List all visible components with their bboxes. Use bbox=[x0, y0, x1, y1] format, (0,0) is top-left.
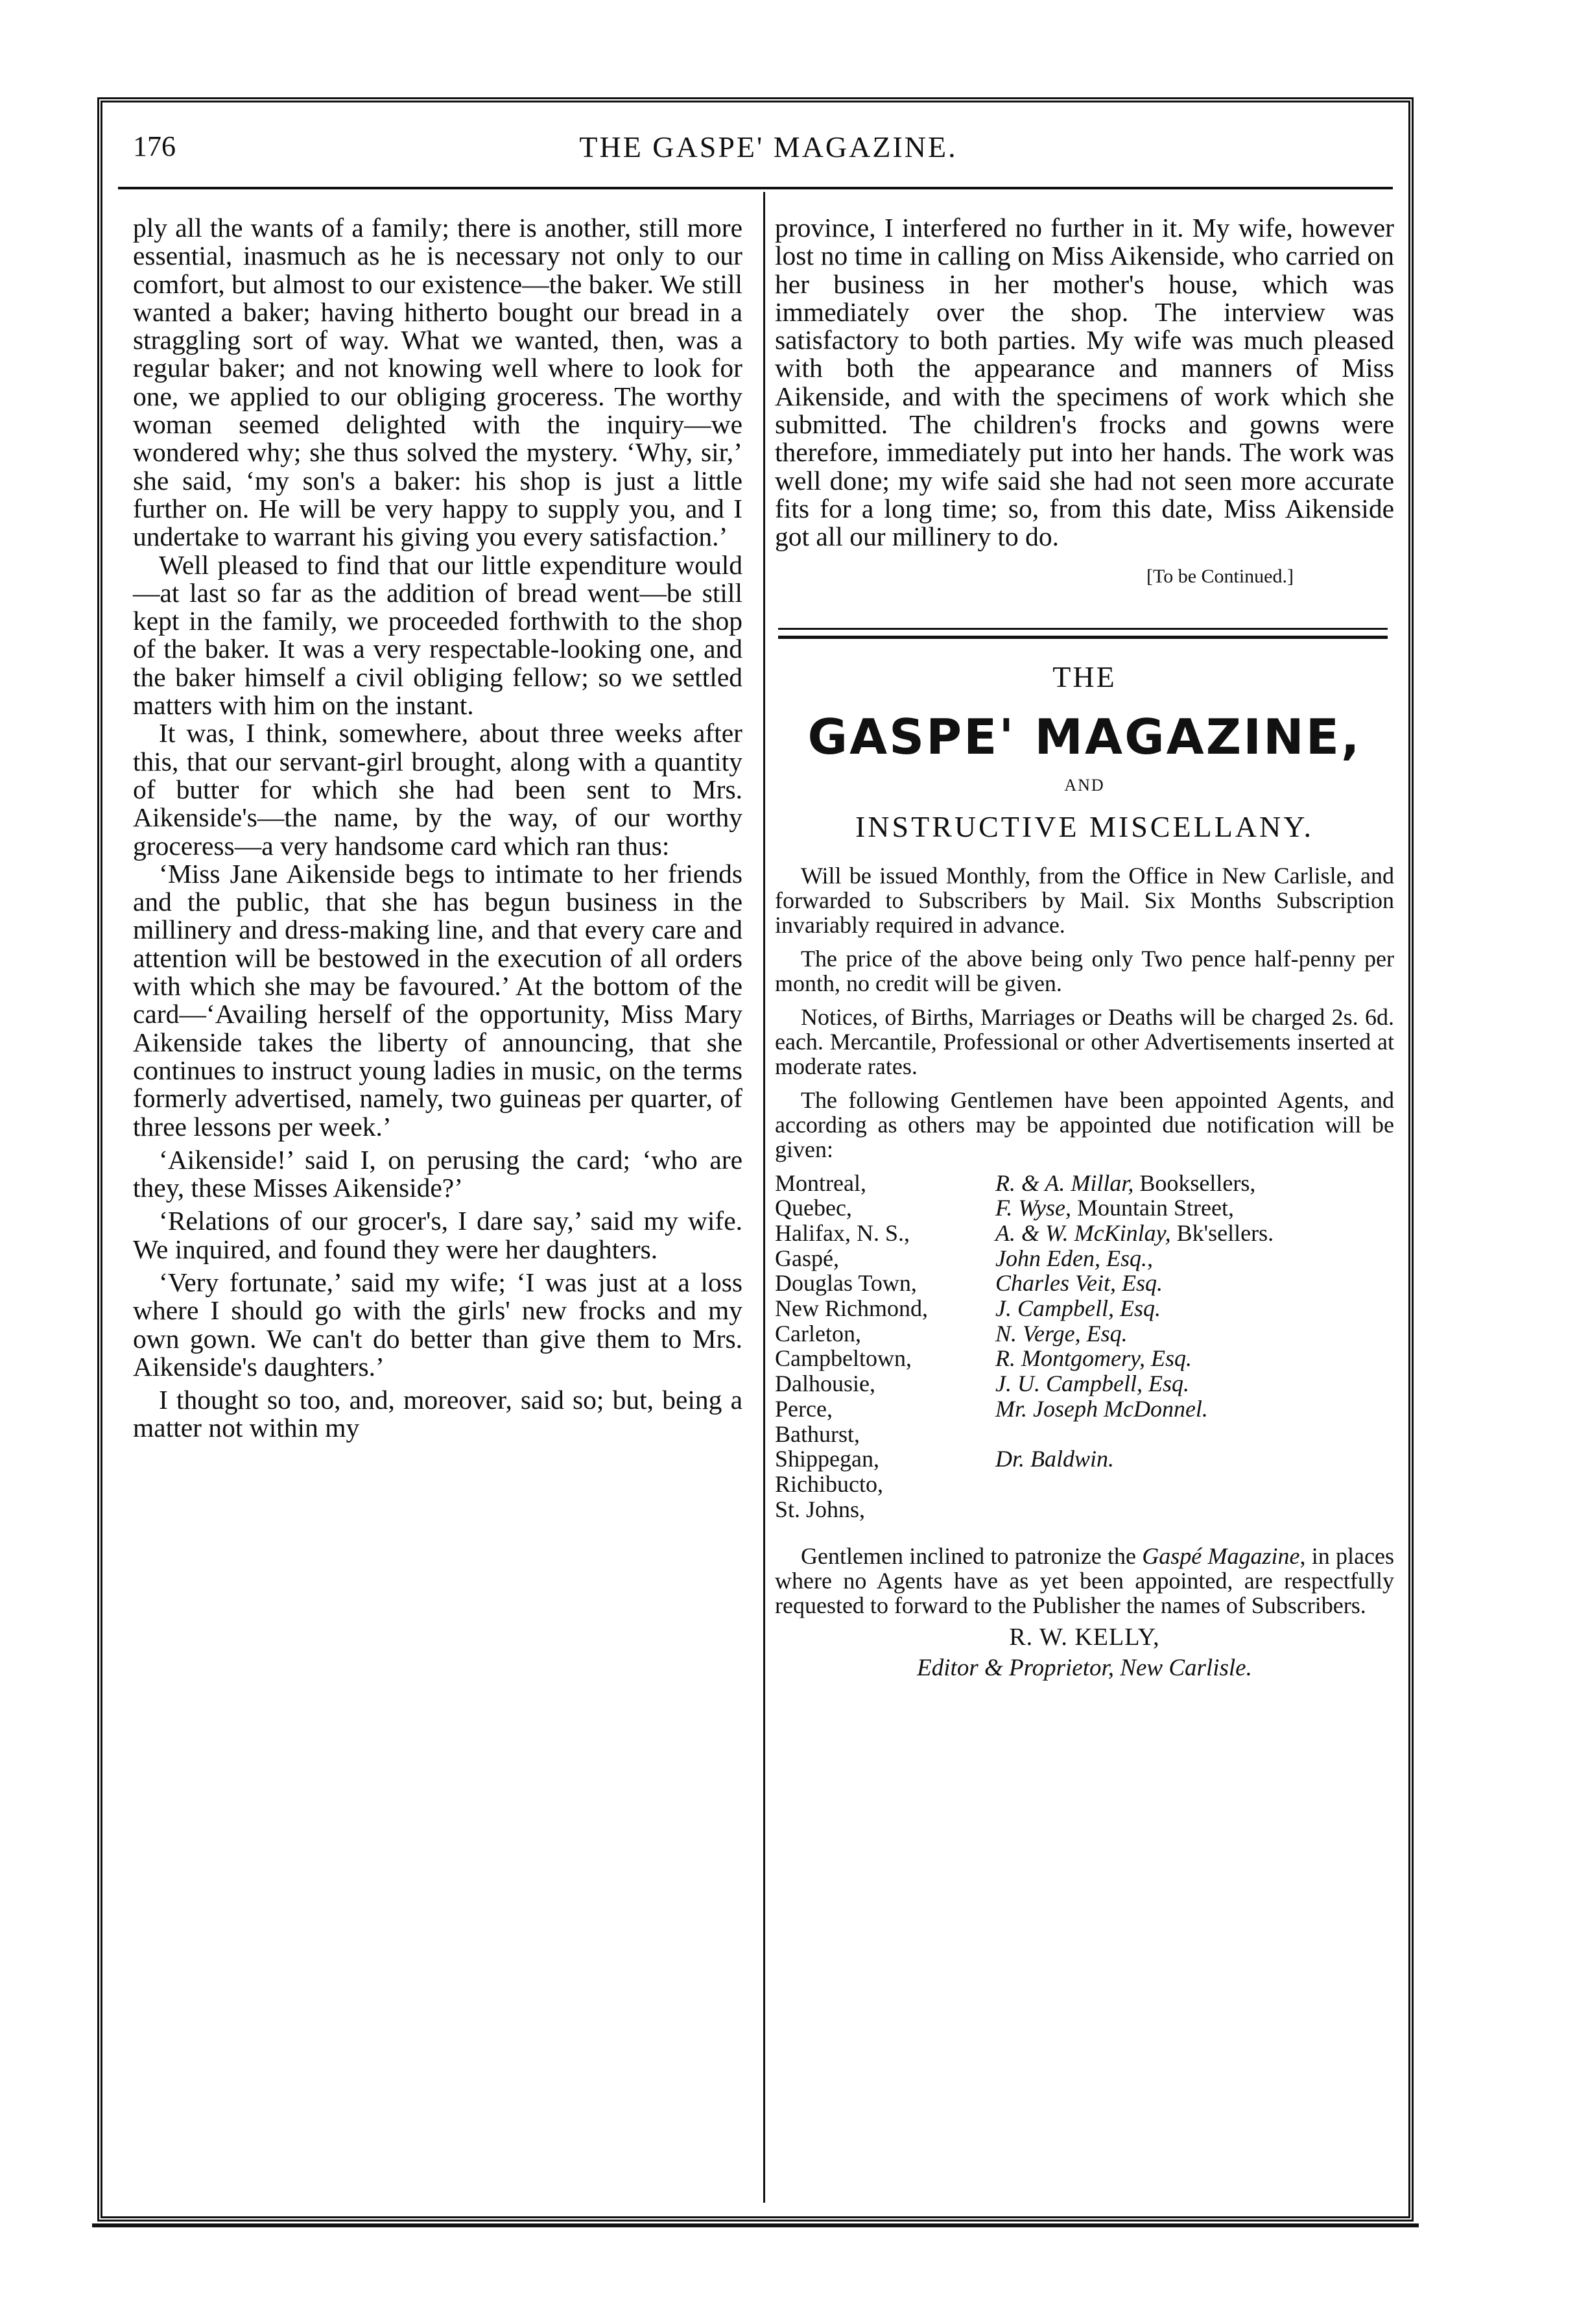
agent-suffix: Mountain Street, bbox=[1071, 1195, 1234, 1221]
page-header bbox=[133, 130, 1404, 182]
signer-role: Editor & Proprietor, New Carlisle. bbox=[917, 1655, 1252, 1682]
agent-name: N. Verge, Esq. bbox=[995, 1320, 1128, 1347]
agent-place: Shippegan, bbox=[775, 1446, 879, 1472]
agent-place: Perce, bbox=[775, 1395, 833, 1422]
ad-paragraph-agents: The following Gentlemen have been appointed Agents, and according as others may be appointed due notification will be given: bbox=[775, 1086, 1394, 1162]
agent-row bbox=[775, 1221, 1394, 1246]
agent-place: St. Johns, bbox=[775, 1496, 866, 1522]
final-text-2: , in places where no Agents have as yet been appointed, are respectfully requested to forward to the Publisher the names of Subscribers. bbox=[775, 1543, 1394, 1619]
agent-name: A. & W. McKinlay, bbox=[995, 1219, 1171, 1246]
section-separator bbox=[778, 628, 1388, 639]
agent-row bbox=[775, 1422, 1394, 1447]
article-paragraph: Well pleased to find that our little expenditure would—at last so far as the addition of bread went—be still kept in the family, we proceeded forthwith to the shop of the baker. It was a very respectable-looking one, and the baker himself a civil obliging fellow; so we settled matters with him on the instant. bbox=[133, 549, 742, 721]
agent-row bbox=[775, 1271, 1394, 1296]
agent-row bbox=[775, 1296, 1394, 1321]
agent-place: Bathurst, bbox=[775, 1420, 860, 1447]
agent-name: John Eden, Esq., bbox=[995, 1245, 1153, 1271]
agent-place: Halifax, N. S., bbox=[775, 1219, 910, 1246]
agent-place: Campbeltown, bbox=[775, 1345, 912, 1372]
article-paragraph: ‘Aikenside!’ said I, on perusing the card; ‘who are they, these Misses Aikenside?’ bbox=[133, 1144, 742, 1203]
ad-paragraph-notices: Notices, of Births, Marriages or Deaths will be charged 2s. 6d. each. Mercantile, Professional or other Advertisements inserted at moderate rates. bbox=[775, 1003, 1394, 1079]
agent-suffix: Bk'sellers. bbox=[1170, 1219, 1274, 1246]
agent-row bbox=[775, 1472, 1394, 1497]
left-column bbox=[133, 214, 742, 1443]
agent-place: Montreal, bbox=[775, 1169, 866, 1196]
bottom-rule bbox=[92, 2223, 1419, 2227]
article-paragraph: It was, I think, somewhere, about three weeks after this, that our servant-girl brought, along with a quantity of butter for which she had been sent to Mrs. Aikenside's—the name, by the way, of our worthy groceress—a very handsome card which ran thus: bbox=[133, 718, 742, 861]
to-be-continued: [To be Continued.] bbox=[1146, 565, 1294, 587]
agent-place: Dalhousie, bbox=[775, 1371, 875, 1397]
agent-row bbox=[775, 1171, 1394, 1196]
ad-paragraph-price: The price of the above being only Two pence half-penny per month, no credit will be given. bbox=[775, 945, 1394, 996]
right-column bbox=[775, 214, 1394, 1682]
agent-name: Dr. Baldwin. bbox=[995, 1446, 1115, 1472]
ad-paragraph-final bbox=[775, 1544, 1394, 1618]
agent-row bbox=[775, 1246, 1394, 1271]
agent-row bbox=[775, 1497, 1394, 1522]
agent-place: Quebec, bbox=[775, 1195, 852, 1221]
ad-paragraph-issue: Will be issued Monthly, from the Office in New Carlisle, and forwarded to Subscribers by Mail. Six Months Subscription invariably required in advance. bbox=[775, 862, 1394, 938]
agent-name: J. Campbell, Esq. bbox=[995, 1295, 1161, 1322]
header-rule bbox=[118, 187, 1393, 189]
agent-place: Carleton, bbox=[775, 1320, 861, 1347]
agent-name: R. Montgomery, Esq. bbox=[995, 1345, 1192, 1372]
agent-row bbox=[775, 1321, 1394, 1347]
agent-row bbox=[775, 1346, 1394, 1371]
agent-place: New Richmond, bbox=[775, 1295, 928, 1322]
agent-name: F. Wyse, bbox=[995, 1195, 1071, 1221]
ad-title: GASPE' MAGAZINE, bbox=[807, 708, 1362, 765]
magazine-name-italic: Gaspé Magazine bbox=[1142, 1543, 1300, 1570]
running-title: THE GASPE' MAGAZINE. bbox=[579, 130, 958, 163]
article-paragraph: ‘Very fortunate,’ said my wife; ‘I was just at a loss where I should go with the girls' new frocks and my own gown. We can't do better than give them to Mrs. Aikenside's daughters.’ bbox=[133, 1267, 742, 1382]
ad-subtitle: INSTRUCTIVE MISCELLANY. bbox=[855, 809, 1314, 843]
agent-name: R. & A. Millar, bbox=[995, 1169, 1134, 1196]
agent-place: Gaspé, bbox=[775, 1245, 839, 1271]
agent-name: Mr. Joseph McDonnel. bbox=[995, 1395, 1208, 1422]
agents-list bbox=[775, 1171, 1394, 1522]
article-paragraph: province, I interfered no further in it. My wife, however lost no time in calling on Miss Aikenside, who carried on her business in her mother's house, which was immediately over the shop. The interview was satisfactory to both parties. My wife was much pleased with both the appearance and manners of Miss Aikenside, and with the specimens of work which she submitted. The children's frocks and gowns were therefore, immediately put into her hands. The work was well done; my wife said she had not seen more accurate fits for a long time; so, from this date, Miss Aikenside got all our millinery to do. bbox=[775, 213, 1394, 552]
final-text-1: Gentlemen inclined to patronize the bbox=[801, 1543, 1143, 1570]
agent-row bbox=[775, 1446, 1394, 1472]
agent-place: Richibucto, bbox=[775, 1471, 883, 1497]
advertisement bbox=[775, 660, 1394, 1683]
ad-and: AND bbox=[1064, 775, 1105, 795]
agent-row bbox=[775, 1195, 1394, 1221]
agent-suffix: Booksellers, bbox=[1133, 1169, 1256, 1196]
agent-name: Charles Veit, Esq. bbox=[995, 1270, 1163, 1297]
article-paragraph: ‘Miss Jane Aikenside begs to intimate to her friends and the public, that she has begun business in the millinery and dress-making line, and that every care and attention will be bestowed in the execution of all orders with which she may be favoured.’ At the bottom of the card—‘Availing herself of the opportunity, Miss Mary Aikenside takes the liberty of announcing, that she continues to instruct young ladies in music, on the terms formerly advertised, namely, two guineas per quarter, of three lessons per week.’ bbox=[133, 858, 742, 1142]
article-paragraph: ‘Relations of our grocer's, I dare say,’ said my wife. We inquired, and found they were her daughters. bbox=[133, 1206, 742, 1264]
agent-row bbox=[775, 1396, 1394, 1422]
ad-the: THE bbox=[1052, 660, 1117, 693]
article-paragraph: I thought so too, and, moreover, said so; but, being a matter not within my bbox=[133, 1385, 742, 1443]
signer-name: R. W. KELLY, bbox=[1009, 1623, 1160, 1651]
agent-name: J. U. Campbell, Esq. bbox=[995, 1371, 1189, 1397]
page-number: 176 bbox=[133, 130, 176, 162]
agent-row bbox=[775, 1371, 1394, 1396]
article-paragraph: ply all the wants of a family; there is another, still more essential, inasmuch as he is necessary not only to our comfort, but almost to our existence—the baker. We still wanted a baker; having hitherto bought our bread in a straggling sort of way. What we wanted, then, was a regular baker; and not knowing well where to look for one, we applied to our obliging groceress. The worthy woman seemed delighted with the inquiry—we wondered why; she thus solved the mystery. ‘Why, sir,’ she said, ‘my son's a baker: his shop is just a little further on. He will be very happy to supply you, and I undertake to warrant his giving you every satisfaction.’ bbox=[133, 213, 742, 552]
column-divider bbox=[763, 192, 765, 2203]
agent-place: Douglas Town, bbox=[775, 1270, 917, 1297]
